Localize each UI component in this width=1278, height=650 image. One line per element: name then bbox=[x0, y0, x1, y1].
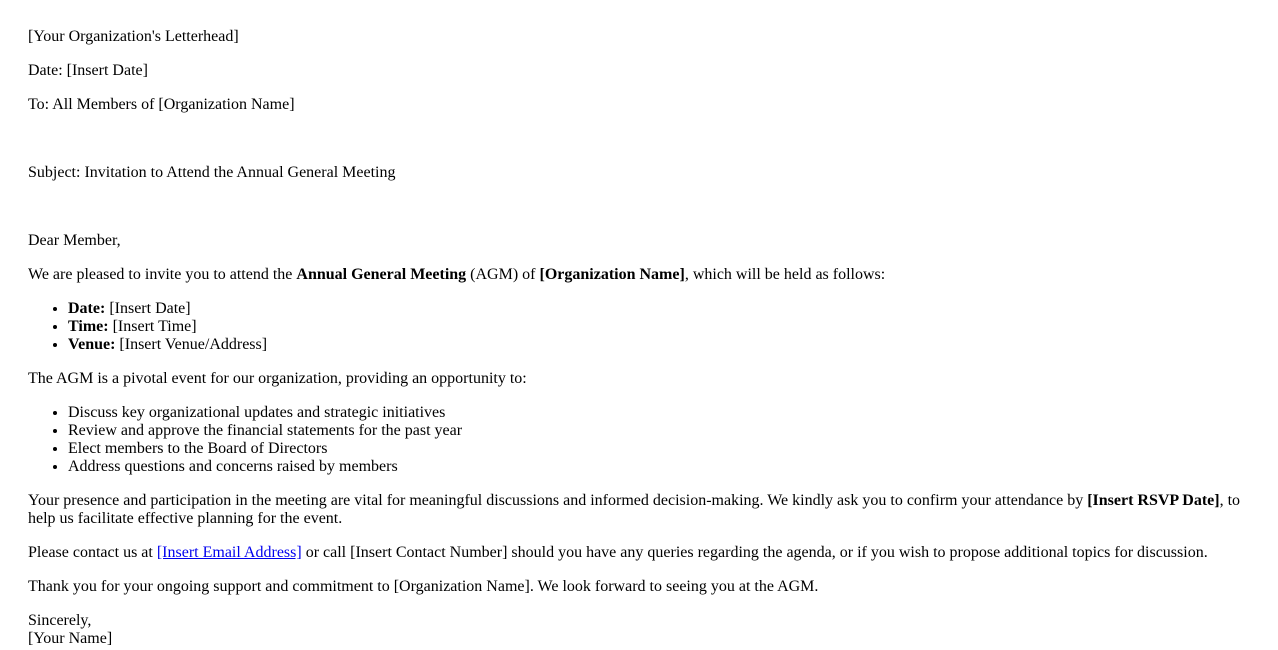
intro-abbrev: (AGM) of bbox=[466, 266, 540, 283]
to-line: To: All Members of [Organization Name] bbox=[28, 96, 295, 113]
contact-text-before: Please contact us at bbox=[28, 544, 157, 561]
intro-paragraph bbox=[28, 266, 1258, 284]
rsvp-date: [Insert RSVP Date] bbox=[1087, 492, 1220, 509]
rsvp-paragraph bbox=[28, 492, 1258, 528]
meeting-name: Annual General Meeting bbox=[296, 266, 467, 283]
list-item: • Discuss key organizational updates and strategic initiatives bbox=[68, 404, 1258, 422]
thanks-paragraph: Thank you for your ongoing support and commitment to [Organization Name]. We look forward to seeing you at the AGM. bbox=[28, 578, 819, 595]
detail-label: Date: bbox=[68, 300, 106, 317]
rsvp-text-before: Your presence and participation in the meeting are vital for meaningful discussions and informed decision-making. We kindly ask you to confirm your attendance by bbox=[28, 492, 1088, 509]
email-link[interactable]: [Insert Email Address] bbox=[156, 544, 302, 561]
list-item: • Elect members to the Board of Directors bbox=[68, 440, 1258, 458]
detail-value: [Insert Date] bbox=[105, 300, 191, 317]
intro-text-before: We are pleased to invite you to attend the bbox=[28, 266, 297, 283]
closing: Sincerely, bbox=[28, 612, 92, 629]
salutation: Dear Member, bbox=[28, 232, 121, 249]
list-item: • Address questions and concerns raised by members bbox=[68, 458, 1258, 476]
detail-date bbox=[68, 300, 1258, 318]
blank-line bbox=[28, 130, 1258, 164]
purpose-list bbox=[28, 404, 1258, 476]
subject-line: Subject: Invitation to Attend the Annual General Meeting bbox=[28, 164, 396, 181]
signature: [Your Name] bbox=[28, 630, 113, 647]
detail-value: [Insert Time] bbox=[108, 318, 197, 335]
detail-value: [Insert Venue/Address] bbox=[115, 336, 268, 353]
letter-document bbox=[28, 28, 1258, 648]
purpose-intro: The AGM is a pivotal event for our organization, providing an opportunity to: bbox=[28, 370, 527, 387]
date-line: Date: [Insert Date] bbox=[28, 62, 148, 79]
meeting-details-list bbox=[28, 300, 1258, 354]
detail-venue bbox=[68, 336, 1258, 354]
contact-paragraph bbox=[28, 544, 1258, 562]
rsvp-text-after: , to help us facilitate effective planning for the event. bbox=[28, 492, 1241, 527]
contact-text-after: or call [Insert Contact Number] should you have any queries regarding the agenda, or if you wish to propose additional topics for discussion. bbox=[301, 544, 1208, 561]
letterhead: [Your Organization's Letterhead] bbox=[28, 28, 239, 45]
organization-name: [Organization Name] bbox=[539, 266, 685, 283]
blank-line bbox=[28, 198, 1258, 232]
intro-text-after: , which will be held as follows: bbox=[684, 266, 886, 283]
detail-time bbox=[68, 318, 1258, 336]
list-item: • Review and approve the financial statements for the past year bbox=[68, 422, 1258, 440]
detail-label: Venue: bbox=[68, 336, 116, 353]
detail-label: Time: bbox=[68, 318, 109, 335]
